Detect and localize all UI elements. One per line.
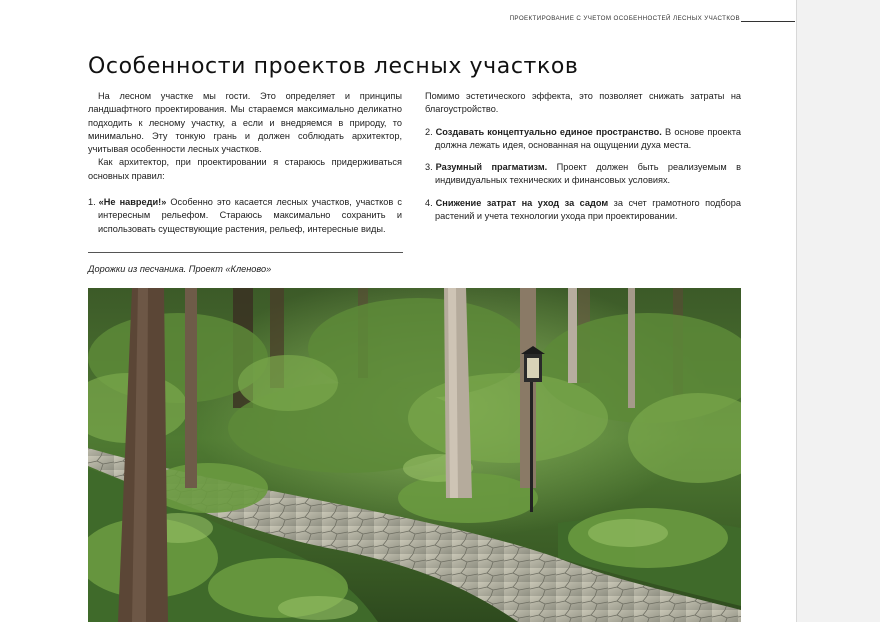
rule-4-number: 4. (425, 197, 433, 208)
rule-4-text: за счет грамотного подбора растений и учета технологии ухода при проектировании. (435, 197, 741, 222)
forest-path-photo (88, 288, 741, 622)
article-title: Особенности проектов лесных участков (88, 54, 579, 79)
rule-1-text: Особенно это касается лесных участков, участков с интересным рельефом. Стараюсь максимально сохранить и использовать существующие растения, рельеф, интересные виды. (98, 197, 402, 234)
rule-item-2 (425, 126, 741, 153)
rule-item-1 (88, 196, 402, 236)
rule-2-title: Создавать концептуально единое пространство. (435, 126, 662, 137)
left-column (88, 90, 402, 236)
rule-2-number: 2. (425, 126, 433, 137)
rule-2-text: В основе проекта должна лежать идея, основанная на ощущении духа места. (435, 126, 741, 150)
rule-3-text: Проект должен быть реализуемым в индивидуальных технических и финансовых условиях. (435, 162, 741, 186)
rule-item-4 (425, 197, 741, 224)
intro-paragraph-1: На лесном участке мы гости. Это определяет и принципы ландшафтного проектирования. Мы стараемся максимально деликатно подходить к лесному участку, а если и внедряемся в природу, то минимально. Эту тонкую грань и должен соблюдать архитектор, учитывая особенности лесных участков. (88, 91, 402, 155)
rule-1-number: 1. (88, 197, 96, 208)
rule-3-number: 3. (425, 162, 433, 173)
rule-item-3 (425, 161, 741, 188)
rule-4-title: Снижение затрат на уход за садом (435, 197, 609, 208)
page-edge (796, 0, 797, 622)
right-column (425, 90, 741, 223)
caption-rule (88, 252, 403, 253)
intro-paragraph-2: Как архитектор, при проектировании я стараюсь придерживаться основных правил: (88, 157, 402, 181)
rule-1-title: «Не навреди!» (98, 197, 167, 208)
running-header: ПРОЕКТИРОВАНИЕ С УЧЕТОМ ОСОБЕННОСТЕЙ ЛЕСНЫХ УЧАСТКОВ (509, 15, 740, 22)
photo-caption: Дорожки из песчаника. Проект «Кленово» (88, 264, 272, 274)
continuation-paragraph: Помимо эстетического эффекта, это позволяет снижать затраты на благоустройство. (425, 91, 741, 115)
rule-3-title: Разумный прагматизм. (435, 162, 548, 173)
running-header-rule (741, 21, 795, 22)
